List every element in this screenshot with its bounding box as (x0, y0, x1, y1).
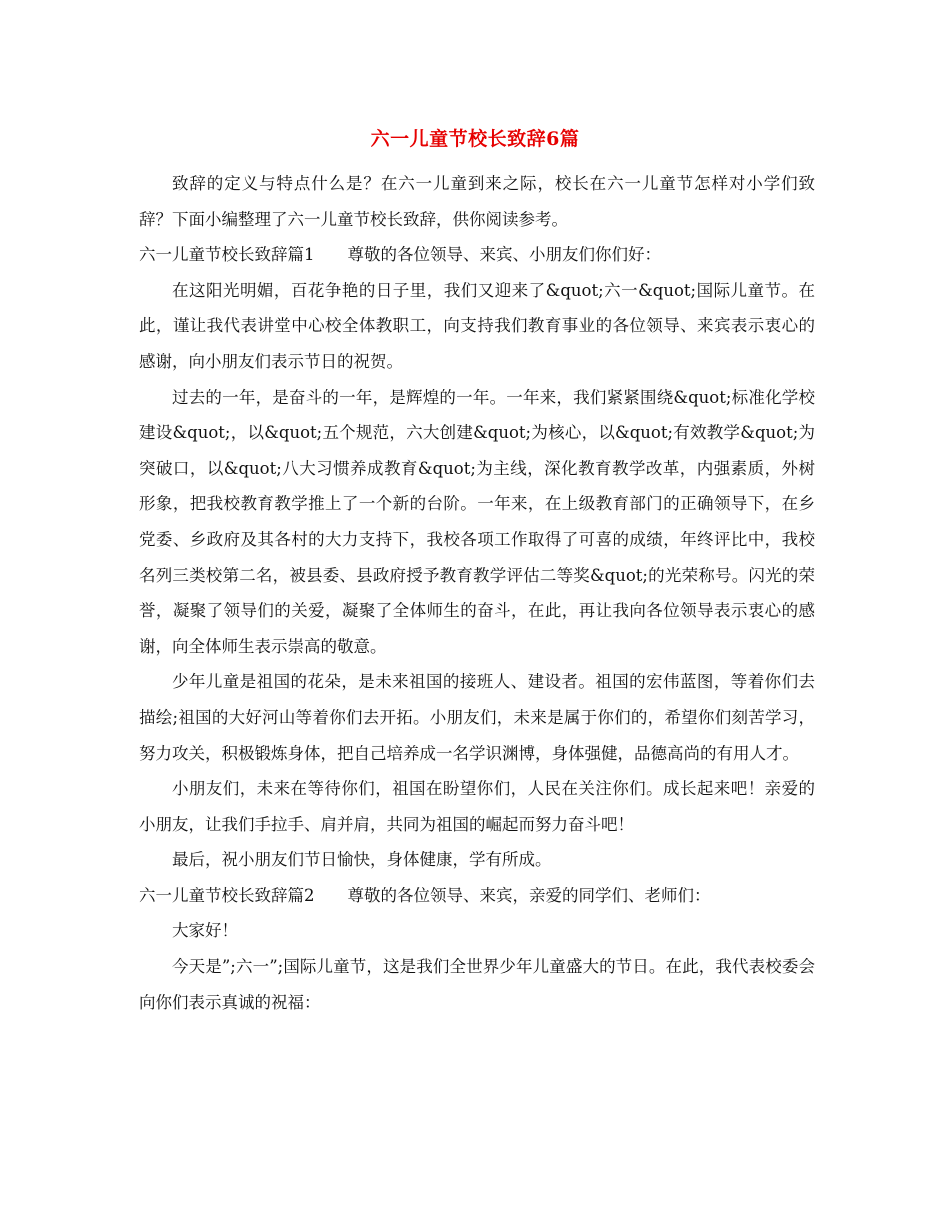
paragraph: 在这阳光明媚，百花争艳的日子里，我们又迎来了&quot;六一&quot;国际儿童节。在此，谨让我代表讲堂中心校全体教职工，向支持我们教育事业的各位领导、来宾表示衷心的感谢，向小朋友们表示节日的祝贺。 (139, 280, 815, 371)
section-heading-2: 六一儿童节校长致辞篇2 尊敬的各位领导、来宾，亲爱的同学们、老师们： (139, 885, 711, 905)
paragraph: 最后，祝小朋友们节日愉快，身体健康，学有所成。 (172, 850, 552, 870)
paragraph: 小朋友们，未来在等待你们，祖国在盼望你们，人民在关注你们。成长起来吧！亲爱的小朋友，让我们手拉手、肩并肩，共同为祖国的崛起而努力奋斗吧！ (139, 779, 815, 834)
paragraph: 少年儿童是祖国的花朵，是未来祖国的接班人、建设者。祖国的宏伟蓝图，等着你们去描绘;祖国的大好河山等着你们去开拓。小朋友们，未来是属于你们的，希望你们刻苦学习，努力攻关，积极锻炼身体，把自己培养成一名学识渊博，身体强健，品德高尚的有用人才。 (139, 672, 815, 763)
section-heading-1: 六一儿童节校长致辞篇1 尊敬的各位领导、来宾、小朋友们你们好： (139, 245, 661, 265)
paragraph-intro: 致辞的定义与特点什么是？在六一儿童到来之际，校长在六一儿童节怎样对小学们致辞？下面小编整理了六一儿童节校长致辞，供你阅读参考。 (139, 174, 815, 229)
paragraph: 大家好！ (172, 921, 238, 941)
paragraph: 今天是”;六一”;国际儿童节，这是我们全世界少年儿童盛大的节日。在此，我代表校委会向你们表示真诚的祝福： (139, 957, 815, 1012)
document-title: 六一儿童节校长致辞6篇 (370, 128, 580, 150)
document-body (139, 166, 815, 1020)
paragraph: 过去的一年，是奋斗的一年，是辉煌的一年。一年来，我们紧紧围绕&quot;标准化学校建设&quot;，以&quot;五个规范，六大创建&quot;为核心，以&quot;有效教学&quot;为突破口，以&quot;八大习惯养成教育&quot;为主线，深化教育教学改革，内强素质，外树形象，把我校教育教学推上了一个新的台阶。一年来，在上级教育部门的正确领导下，在乡党委、乡政府及其各村的大力支持下，我校各项工作取得了可喜的成绩，年终评比中，我校名列三类校第二名，被县委、县政府授予教育教学评估二等奖&quot;的光荣称号。闪光的荣誉，凝聚了领导们的关爱，凝聚了全体师生的奋斗，在此，再让我向各位领导表示衷心的感谢，向全体师生表示崇高的敬意。 (139, 387, 815, 656)
